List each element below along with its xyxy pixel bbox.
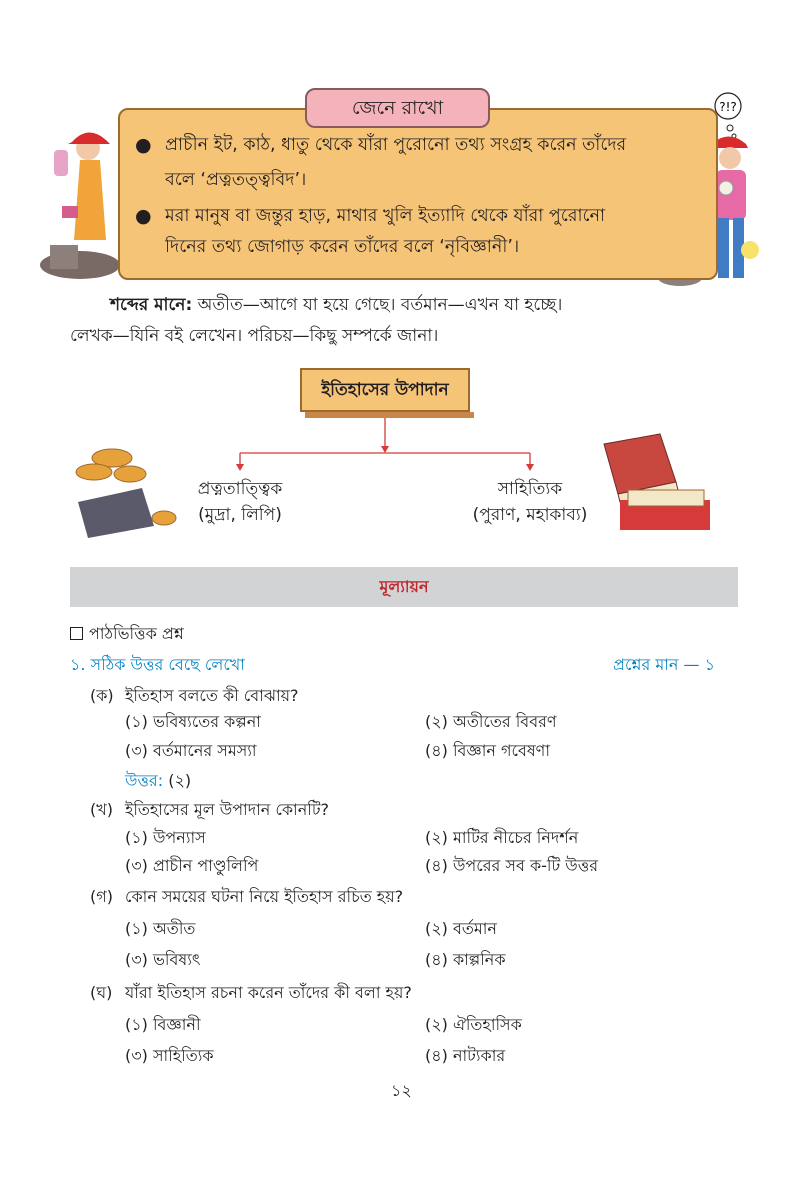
assessment-bar: মূল্যায়ন — [70, 567, 738, 607]
marks-label: প্রশ্নের মান — ১ — [613, 655, 715, 674]
option: (৩) সাহিত্যিক — [125, 1046, 214, 1065]
option: (১) অতীত — [125, 919, 196, 938]
option: (৪) কাল্পনিক — [425, 950, 506, 969]
word-meanings-text1: অতীত—আগে যা হয়ে গেছে। বর্তমান—এখন যা হচ্ছে। — [192, 295, 563, 315]
know-point2-line1: মরা মানুষ বা জন্তুর হাড়, মাথার খুলি ইত্যাদি থেকে যাঁরা পুরোনো — [165, 206, 606, 226]
question-label: (খ) — [90, 800, 113, 819]
question-label: (ঘ) — [90, 983, 113, 1002]
question-text: যাঁরা ইতিহাস রচনা করেন তাঁদের কী বলা হয়? — [125, 983, 412, 1002]
bullet-icon: ● — [135, 205, 152, 227]
archaeological-label: প্রত্নতাত্ত্বিক — [197, 479, 283, 499]
thought-bubble-text: ?!? — [719, 100, 737, 114]
question-label: (গ) — [90, 887, 113, 906]
option: (২) অতীতের বিবরণ — [425, 712, 557, 731]
word-meanings-line2: লেখক—যিনি বই লেখেন। পরিচয়—কিছু সম্পর্কে জানা। — [70, 326, 439, 346]
option: (৩) বর্তমানের সমস্যা — [125, 741, 257, 760]
word-meanings-line1 — [110, 292, 562, 320]
option: (১) উপন্যাস — [125, 828, 206, 847]
section-heading-text: পাঠভিত্তিক প্রশ্ন — [89, 624, 184, 643]
option: (১) ভবিষ্যতের কল্পনা — [125, 712, 261, 731]
archaeological-source — [170, 476, 310, 528]
question-text: ইতিহাস বলতে কী বোঝায়? — [125, 686, 299, 705]
literary-source — [450, 476, 610, 528]
literary-examples: (পুরাণ, মহাকাব্য) — [472, 505, 588, 525]
answer — [125, 768, 191, 795]
bullet-icon: ● — [135, 134, 152, 156]
books-illustration — [600, 430, 715, 535]
question-text: কোন সময়ের ঘটনা নিয়ে ইতিহাস রচিত হয়? — [125, 887, 404, 906]
option: (৩) প্রাচীন পাণ্ডুলিপি — [125, 856, 259, 875]
know-point1-line1: প্রাচীন ইট, কাঠ, ধাতু থেকে যাঁরা পুরোনো তথ্য সংগ্রহ করেন তাঁদের — [165, 135, 627, 155]
question-title: ১. সঠিক উত্তর বেছে লেখো — [70, 655, 245, 674]
option: (২) বর্তমান — [425, 919, 497, 938]
know-point1-line2: বলে ‘প্রত্নতত্ত্ববিদ’। — [165, 170, 307, 190]
know-box-title: জেনে রাখো — [305, 88, 490, 128]
sources-connector — [230, 418, 540, 473]
option: (৪) বিজ্ঞান গবেষণা — [425, 741, 550, 760]
option: (৩) ভবিষ্যৎ — [125, 950, 201, 969]
option: (৪) উপরের সব ক-টি উত্তর — [425, 856, 599, 875]
page-number: ১২ — [391, 1081, 412, 1100]
sources-title-box: ইতিহাসের উপাদান — [300, 368, 470, 412]
option: (১) বিজ্ঞানী — [125, 1015, 201, 1034]
word-meanings-heading: শব্দের মানে: — [110, 295, 193, 315]
option: (২) ঐতিহাসিক — [425, 1015, 522, 1034]
answer-label: উত্তর: — [125, 771, 164, 790]
question-label: (ক) — [90, 686, 114, 705]
archaeological-examples: (মুদ্রা, লিপি) — [198, 505, 282, 525]
literary-label: সাহিত্যিক — [497, 479, 563, 499]
know-point2-line2: দিনের তথ্য জোগাড় করেন তাঁদের বলে ‘নৃবিজ্ঞানী’। — [165, 237, 520, 257]
option: (২) মাটির নীচের নিদর্শন — [425, 828, 579, 847]
option: (৪) নাট্যকার — [425, 1046, 506, 1065]
section-heading — [70, 621, 184, 648]
question-text: ইতিহাসের মূল উপাদান কোনটি? — [125, 800, 330, 819]
checkbox-icon — [70, 627, 83, 640]
answer-value: (২) — [163, 771, 192, 790]
